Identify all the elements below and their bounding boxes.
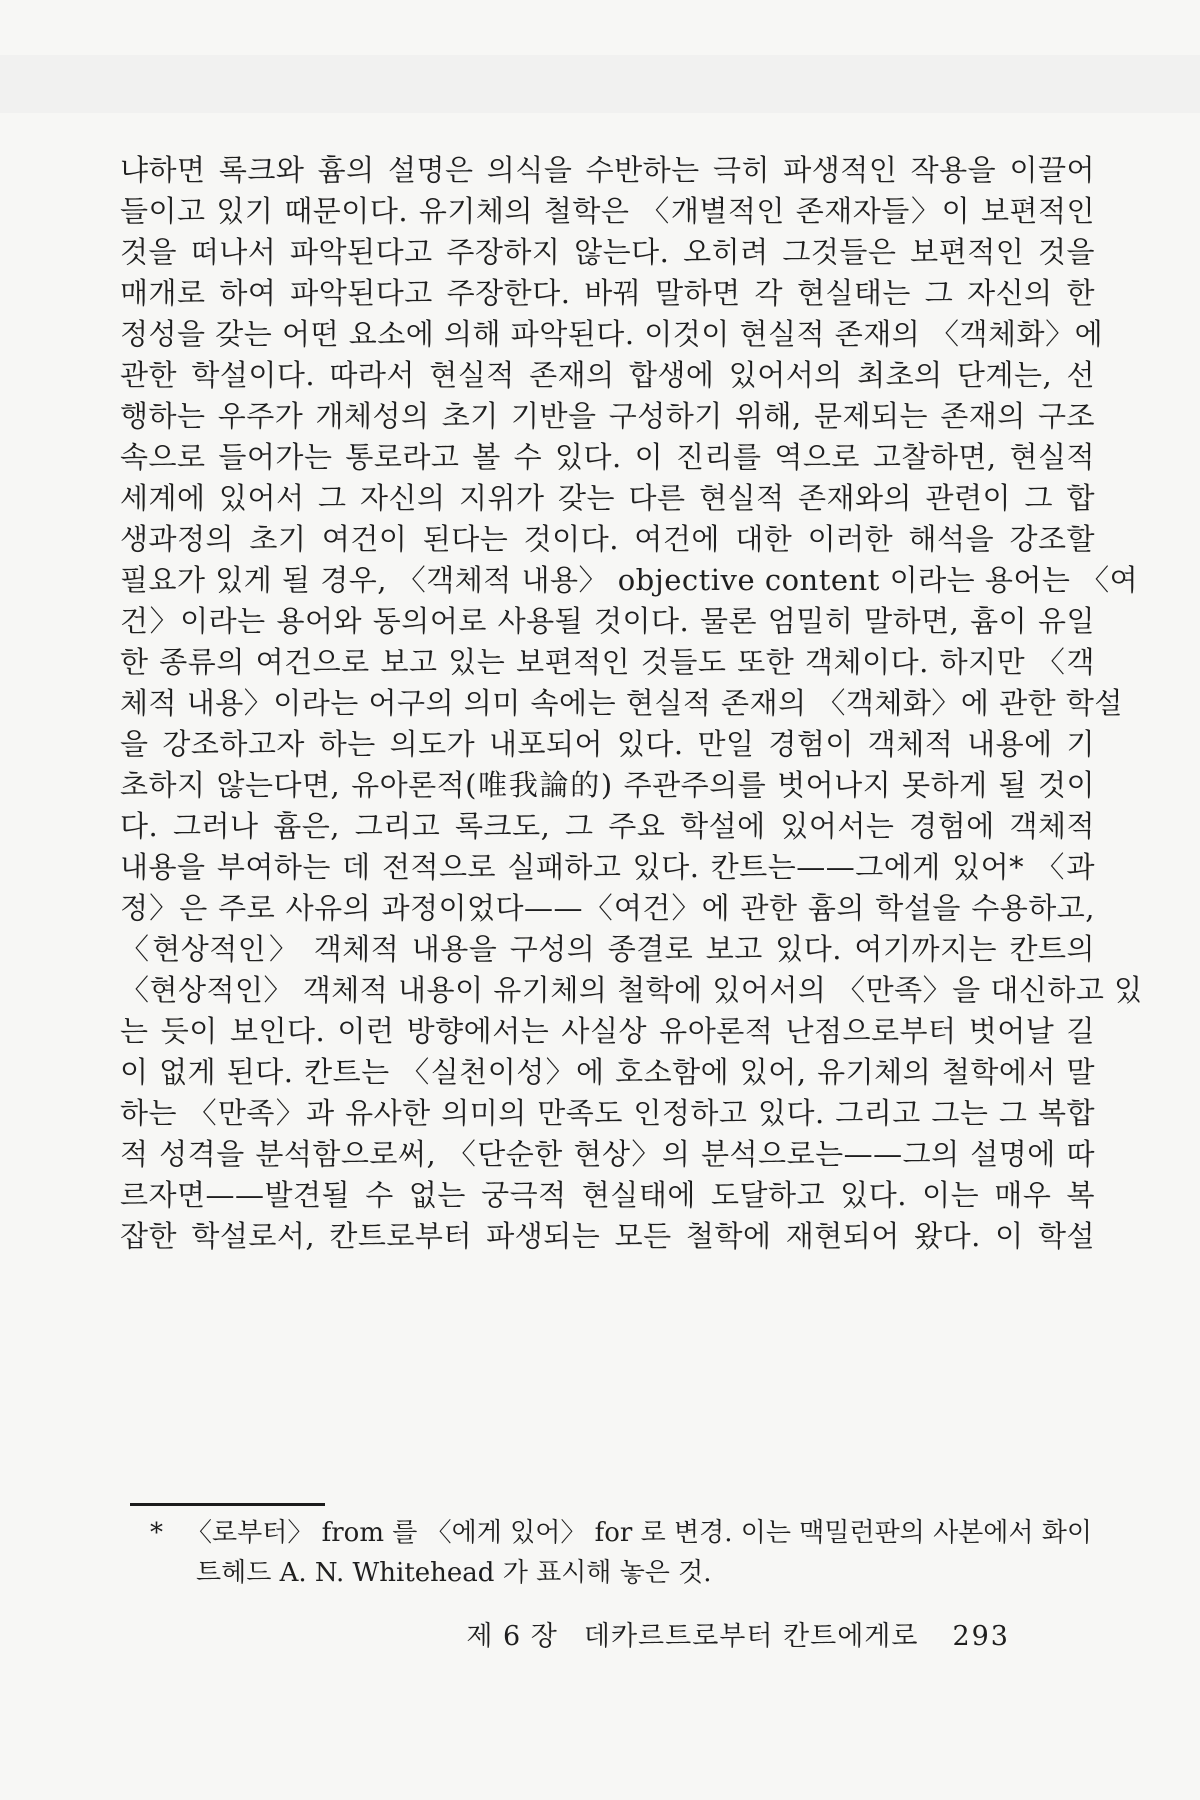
body-text-line: 정〉은 주로 사유의 과정이었다——〈여건〉에 관한 흄의 학설을 수용하고, [120, 891, 1095, 925]
footnote-separator-rule [130, 1503, 325, 1506]
body-text-line: 이 없게 된다. 칸트는 〈실천이성〉에 호소함에 있어, 유기체의 철학에서 말 [120, 1055, 1095, 1089]
body-text-line: 내용을 부여하는 데 전적으로 실패하고 있다. 칸트는——그에게 있어* 〈과 [120, 850, 1095, 884]
body-text-line: 다. 그러나 흄은, 그리고 록크도, 그 주요 학설에 있어서는 경험에 객체적 [120, 809, 1095, 843]
body-text-line: 〈현상적인〉 객체적 내용이 유기체의 철학에 있어서의 〈만족〉을 대신하고 있 [120, 973, 1143, 1007]
body-text-line: 르자면——발견될 수 없는 궁극적 현실태에 도달하고 있다. 이는 매우 복 [120, 1178, 1095, 1212]
footer-chapter-title: 데카르트로부터 칸트에게로 [583, 1621, 919, 1652]
footer-chapter-label: 제 6 장 [466, 1621, 558, 1652]
body-text-line: 한 종류의 여건으로 보고 있는 보편적인 것들도 또한 객체이다. 하지만 〈객 [120, 645, 1095, 679]
main-paragraph [120, 150, 1143, 1257]
footnote-line-1 [150, 1513, 1093, 1553]
body-text-line: 초하지 않는다면, 유아론적(唯我論的) 주관주의를 벗어나지 못하게 될 것이 [120, 768, 1095, 802]
body-text-line: 속으로 들어가는 통로라고 볼 수 있다. 이 진리를 역으로 고찰하면, 현실적 [120, 440, 1095, 474]
body-text-line: 것을 떠나서 파악된다고 주장하지 않는다. 오히려 그것들은 보편적인 것을 [120, 235, 1095, 269]
body-text-line: 생과정의 초기 여건이 된다는 것이다. 여건에 대한 이러한 해석을 강조할 [120, 522, 1095, 556]
footnote-text-line-2: 트헤드 A. N. Whitehead 가 표시해 놓은 것. [196, 1558, 712, 1588]
body-text-line: 하는 〈만족〉과 유사한 의미의 만족도 인정하고 있다. 그리고 그는 그 복합 [120, 1096, 1095, 1130]
body-text-line: 는 듯이 보인다. 이런 방향에서는 사실상 유아론적 난점으로부터 벗어날 길 [120, 1014, 1095, 1048]
body-text-line: 세계에 있어서 그 자신의 지위가 갖는 다른 현실적 존재와의 관련이 그 합 [120, 481, 1095, 515]
running-footer [0, 1620, 1200, 1654]
body-text-line: 행하는 우주가 개체성의 초기 기반을 구성하기 위해, 문제되는 존재의 구조 [120, 399, 1095, 433]
footnote-text-line-1: 〈로부터〉 from 를 〈에게 있어〉 for 로 변경. 이는 맥밀런판의 사본에서 화이 [186, 1518, 1093, 1548]
body-text-line: 을 강조하고자 하는 의도가 내포되어 있다. 만일 경험이 객체적 내용에 기 [120, 727, 1095, 761]
body-text-line: 필요가 있게 될 경우, 〈객체적 내용〉 objective content 이라는 용어는 〈여 [120, 563, 1139, 597]
body-text-line: 냐하면 록크와 흄의 설명은 의식을 수반하는 극히 파생적인 작용을 이끌어 [120, 153, 1095, 187]
body-text-line: 들이고 있기 때문이다. 유기체의 철학은 〈개별적인 존재자들〉이 보편적인 [120, 194, 1095, 228]
body-text-line: 체적 내용〉이라는 어구의 의미 속에는 현실적 존재의 〈객체화〉에 관한 학설 [120, 686, 1123, 720]
footer-page-number: 293 [952, 1621, 1010, 1652]
body-text-line: 매개로 하여 파악된다고 주장한다. 바꿔 말하면 각 현실태는 그 자신의 한 [120, 276, 1095, 310]
body-text-line: 정성을 갖는 어떤 요소에 의해 파악된다. 이것이 현실적 존재의 〈객체화〉에 [120, 317, 1104, 351]
body-text-line: 건〉이라는 용어와 동의어로 사용될 것이다. 물론 엄밀히 말하면, 흄이 유일 [120, 604, 1095, 638]
body-text-line: 적 성격을 분석함으로써, 〈단순한 현상〉의 분석으로는——그의 설명에 따 [120, 1137, 1095, 1171]
body-text-line: 잡한 학설로서, 칸트로부터 파생되는 모든 철학에 재현되어 왔다. 이 학설 [120, 1219, 1095, 1253]
body-text-line: 관한 학설이다. 따라서 현실적 존재의 합생에 있어서의 최초의 단계는, 선 [120, 358, 1095, 392]
footnote-asterisk-marker: * [150, 1518, 163, 1548]
body-text-line: 〈현상적인〉 객체적 내용을 구성의 종결로 보고 있다. 여기까지는 칸트의 [120, 932, 1095, 966]
